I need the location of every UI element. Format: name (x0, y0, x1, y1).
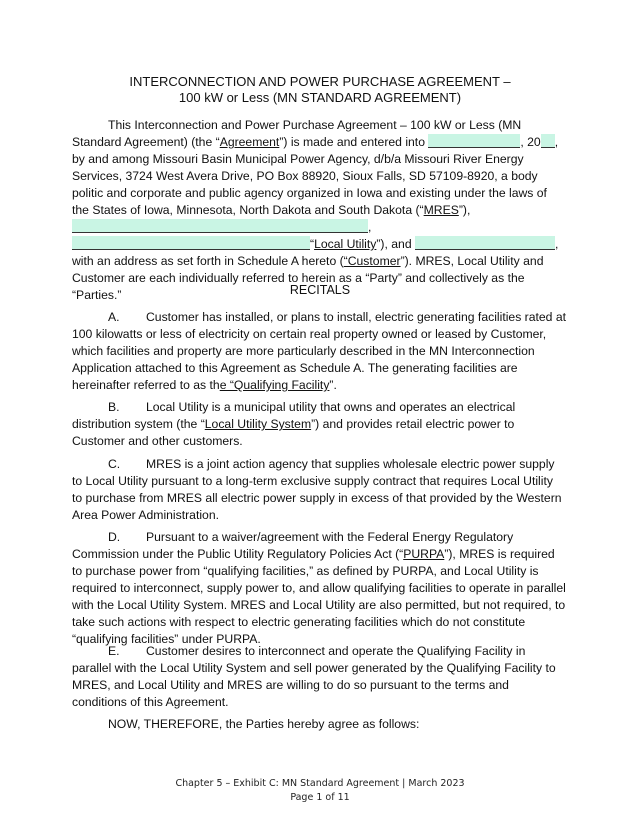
title-line-2: 100 kW or Less (MN STANDARD AGREEMENT) (178, 90, 462, 105)
recital-c-label: C. (108, 457, 121, 471)
defined-term-local-utility: Local Utility (314, 237, 377, 251)
footer-page-number: Page 1 of 11 (290, 792, 350, 803)
page-footer (0, 777, 640, 805)
local-utility-description-field[interactable] (72, 236, 310, 250)
agreement-year-field[interactable] (541, 134, 555, 148)
defined-term-agreement: Agreement (219, 135, 280, 149)
document-title (0, 74, 640, 106)
now-therefore-clause: NOW, THEREFORE, the Parties hereby agree as follows: (108, 717, 420, 731)
defined-term-local-utility-system: Local Utility System (204, 417, 312, 431)
defined-term-customer: “Customer (343, 254, 401, 268)
intro-paragraph: This Interconnection and Power Purchase Agreement – 100 kW or Less (MN Standard Agreement) (the “Agreement”) is made and entered into , 20 , by and among Missouri Basin Municipal Power Agency, d/b/a Missouri River Energy Services, 3724 West Avera Drive, PO Box 88920, Sioux Falls, SD 57109-8920, a body politic and corporate and public agency organized in Iowa and existing under the laws of the States of Iowa, Minnesota, North Dakota and South Dakota (“MRES”), , “Local Utility”), and , with an address as set forth in Schedule A hereto (“Customer”). MRES, Local Utility and Customer are each individually referred to herein as a “Party” and collectively as the “Parties.” (72, 118, 559, 302)
recital-c: C. MRES is a joint action agency that supplies wholesale electric power supply to Local Utility pursuant to a long-term exclusive supply contract that requires Local Utility to purchase from MRES all electric power supply in excess of that provided by the Western Area Power Administration. (72, 457, 562, 522)
local-utility-name-field[interactable] (72, 219, 368, 233)
defined-term-mres: MRES (423, 203, 459, 217)
recital-d-label: D. (108, 530, 121, 544)
recital-e: E. Customer desires to interconnect and operate the Qualifying Facility in parallel with the Local Utility System and sell power generated by the Qualifying Facility to MRES, and Local Utility and MRES are willing to do so pursuant to the terms and conditions of this Agreement. (72, 644, 556, 709)
recital-b-label: B. (108, 400, 120, 414)
recital-b: B. Local Utility is a municipal utility that owns and operates an electrical distribution system (the “Local Utility System”) and provides retail electric power to Customer and other customers. (72, 400, 516, 448)
recital-a-label: A. (108, 310, 120, 324)
recital-d: D. Pursuant to a waiver/agreement with the Federal Energy Regulatory Commission under the Public Utility Regulatory Policies Act (“PURPA”), MRES is required to purchase power from “qualifying facilities,” as defined by PURPA, and Local Utility is required to interconnect, supply power to, and allow qualifying facilities to operate in parallel with the Local Utility System. MRES and Local Utility are also permitted, but not required, to take such actions with respect to electric generating facilities which do not constitute “qualifying facilities” under PURPA. (72, 530, 566, 646)
recital-a: A. Customer has installed, or plans to install, electric generating facilities rated at 100 kilowatts or less of electricity on certain real property owned or leased by Customer, which facilities and property are more particularly described in the MN Interconnection Application attached to this Agreement as Schedule A. The generating facilities are hereinafter referred to as the “Qualifying Facility”. (72, 310, 566, 392)
title-line-1: INTERCONNECTION AND POWER PURCHASE AGREEMENT – (129, 74, 511, 89)
agreement-date-field[interactable] (428, 134, 520, 148)
customer-name-field[interactable] (415, 236, 555, 250)
recitals-heading: RECITALS (289, 283, 351, 297)
defined-term-purpa: PURPA (403, 547, 445, 561)
defined-term-qualifying-facility: e “Qualifying Facility (219, 378, 330, 392)
footer-chapter: Chapter 5 – Exhibit C: MN Standard Agreement | March 2023 (175, 778, 465, 789)
recital-e-label: E. (108, 644, 120, 658)
